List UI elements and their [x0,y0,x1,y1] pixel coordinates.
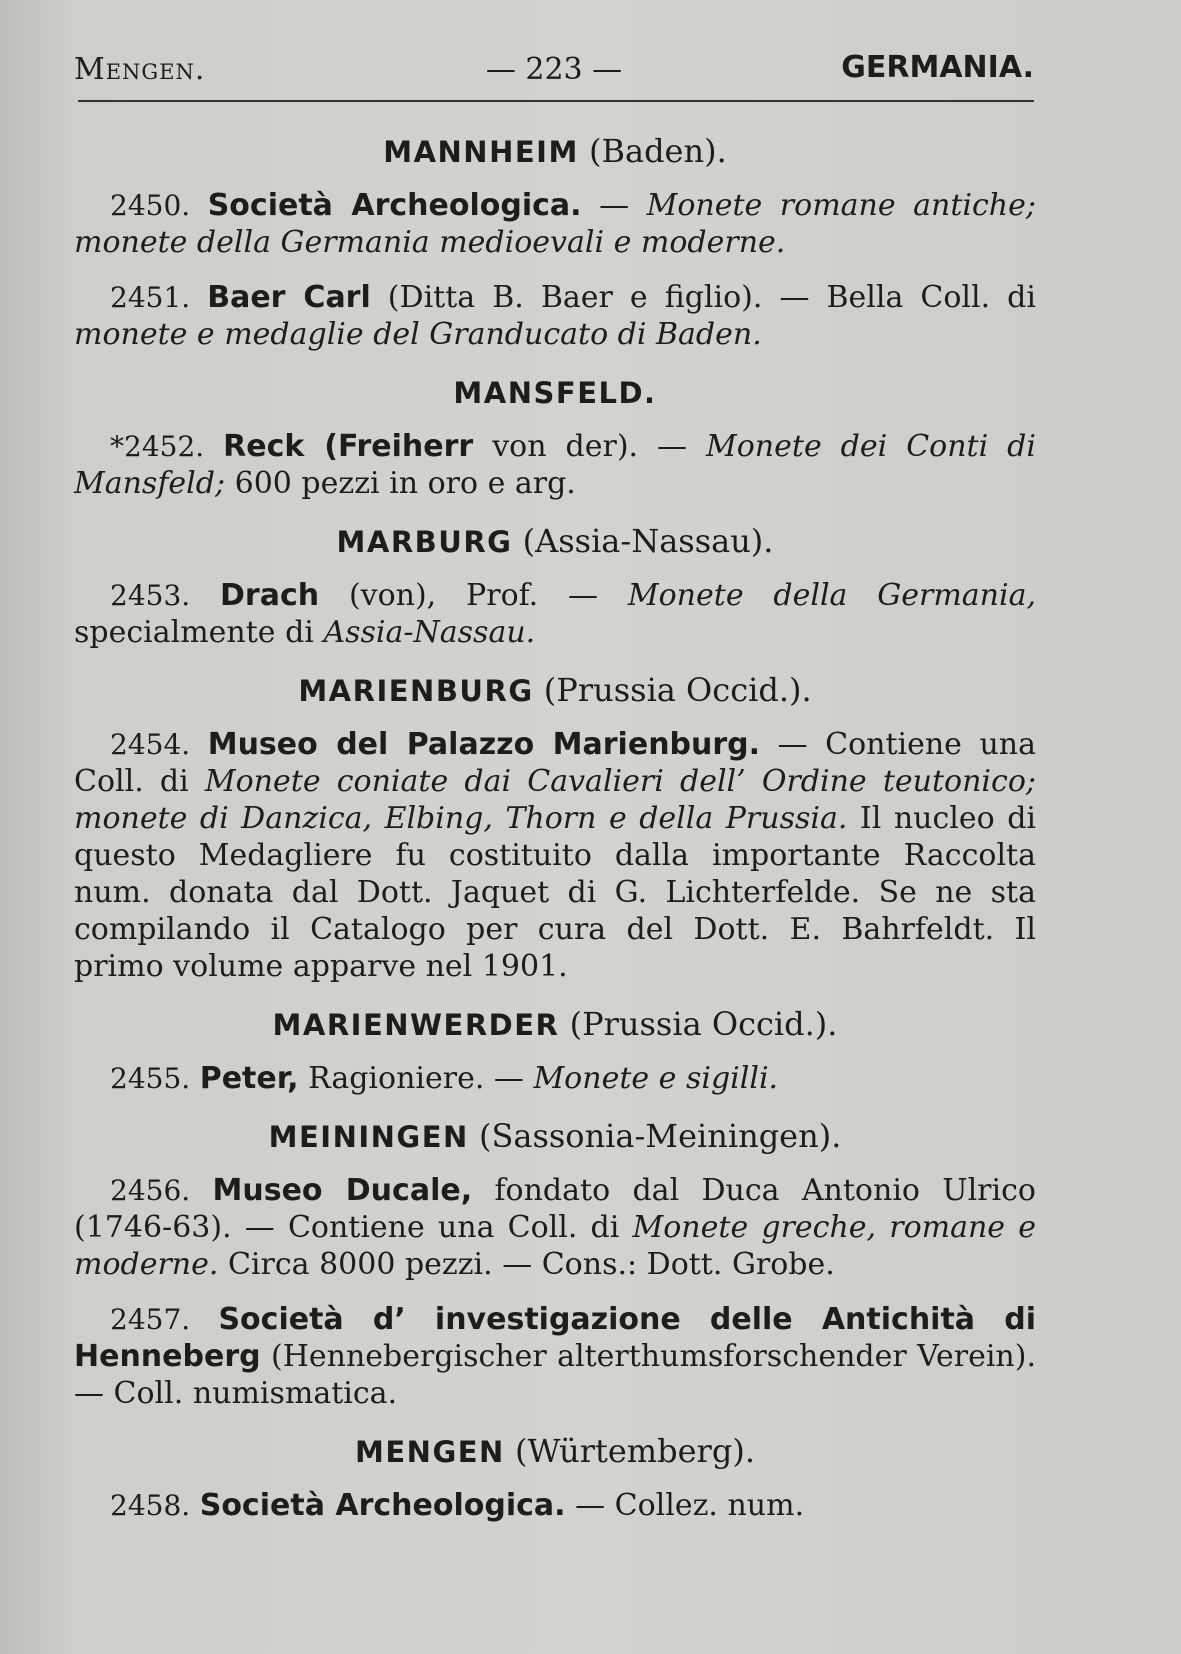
entry-name: Peter, [199,1061,299,1096]
entry-rest: Il nucleo di questo Medagliere fu costituito dalla importante Raccolta num. donata dal Dott. Jaquet di G. Lichterfelde. Se ne sta compilando il Catalogo per cura del Dott. E. Bahrfeldt. Il primo volume apparve nel 1901. [74,801,1036,984]
city-heading [74,1115,1036,1158]
entry-number: 2458. [110,1489,191,1522]
page-number: — 223 — [485,52,623,87]
entry [74,1172,1036,1283]
entry [74,726,1036,985]
running-head [74,48,1034,88]
city-heading [74,130,1036,173]
entry-name: Drach [220,578,320,613]
entry-number: 2450. [110,189,191,222]
city-heading [74,1003,1036,1046]
city-heading [74,371,1036,414]
city-heading [74,1430,1036,1473]
city-region: (Prussia Occid.). [543,671,812,709]
city-region: (Baden). [588,132,727,170]
entry [74,187,1036,261]
entry-italic: Monete coniate dai Cavalieri dell’ Ordine teutonico; monete di Danzica, Elbing, Thorn e della Prussia. [74,764,1036,836]
entry-name: Baer Carl [207,280,371,315]
entry-number: 2457. [110,1303,191,1336]
header-rule [78,100,1034,102]
entry-number: 2453. [110,579,191,612]
entry-name: Società Archeologica. [199,1488,566,1523]
entry-number: 2456. [110,1174,191,1207]
entry-number: 2454. [110,728,191,761]
entry-rest: specialmente di [74,615,324,650]
entry-text: fondato dal Duca Antonio Ulrico (1746-63). — Contiene una Coll. di [74,1173,1036,1245]
entry [74,279,1036,353]
city-name: MENGEN [355,1435,505,1469]
entry-italic: Monete romane antiche; monete della Germania medioevali e moderne. [74,188,1036,260]
entry-rest: 600 pezzi in oro e arg. [225,466,576,501]
entry [74,577,1036,651]
city-heading [74,520,1036,563]
entry-text: (Hennebergischer alterthumsforschender Verein). — Coll. numismatica. [74,1339,1036,1411]
entry-number: *2452. [110,430,205,463]
entry-italic: Monete e sigilli. [533,1061,779,1096]
entry-number: 2451. [110,281,191,314]
entry-text: — Collez. num. [565,1488,805,1523]
entry-name: Società d’ investigazione delle Antichità di Henneberg [74,1302,1036,1374]
entry-name: Società Archeologica. [207,188,582,223]
entry [74,428,1036,502]
entry-name: Reck (Freiherr [223,429,474,464]
city-region: (Assia-Nassau). [522,522,774,560]
entry-text: (Ditta B. Baer e figlio). — Bella Coll. di [370,280,1036,315]
entry [74,1301,1036,1412]
entry-italic: Monete della Germania, [627,578,1037,613]
entry-text: von der). — [473,429,707,464]
city-name: MEININGEN [268,1120,469,1154]
entry-text: Ragioniere. — [298,1061,534,1096]
entry-number: 2455. [110,1062,191,1095]
entry-text: (von), Prof. — [319,578,628,613]
entry [74,1487,1036,1524]
city-name: MARIENWERDER [272,1008,560,1042]
city-name: MANNHEIM [383,135,579,169]
city-region: (Prussia Occid.). [569,1005,838,1043]
city-heading [74,669,1036,712]
entry-italic-2: Assia-Nassau. [323,615,536,650]
entry-name: Museo Ducale, [212,1173,473,1208]
entry [74,1060,1036,1097]
header-left: Mengen. [74,52,206,87]
entry-name: Museo del Palazzo Marienburg. [207,727,761,762]
entry-rest: Circa 8000 pezzi. — Cons.: Dott. Grobe. [218,1247,835,1282]
city-name: MARBURG [336,525,513,559]
city-name: MANSFELD. [453,376,657,410]
city-region: (Sassonia-Meiningen). [478,1117,842,1155]
page-body [74,130,1036,1542]
entry-italic: monete e medaglie del Granducato di Baden. [74,317,762,352]
city-region: (Würtemberg). [515,1432,755,1470]
entry-separator: — [581,188,647,223]
entry-italic: Monete greche, romane e moderne. [74,1210,1036,1282]
city-name: MARIENBURG [298,674,534,708]
entry-italic: Monete dei Conti di Mansfeld; [74,429,1036,501]
header-right: GERMANIA. [841,50,1034,85]
entry-text: — Contiene una Coll. di [74,727,1036,799]
